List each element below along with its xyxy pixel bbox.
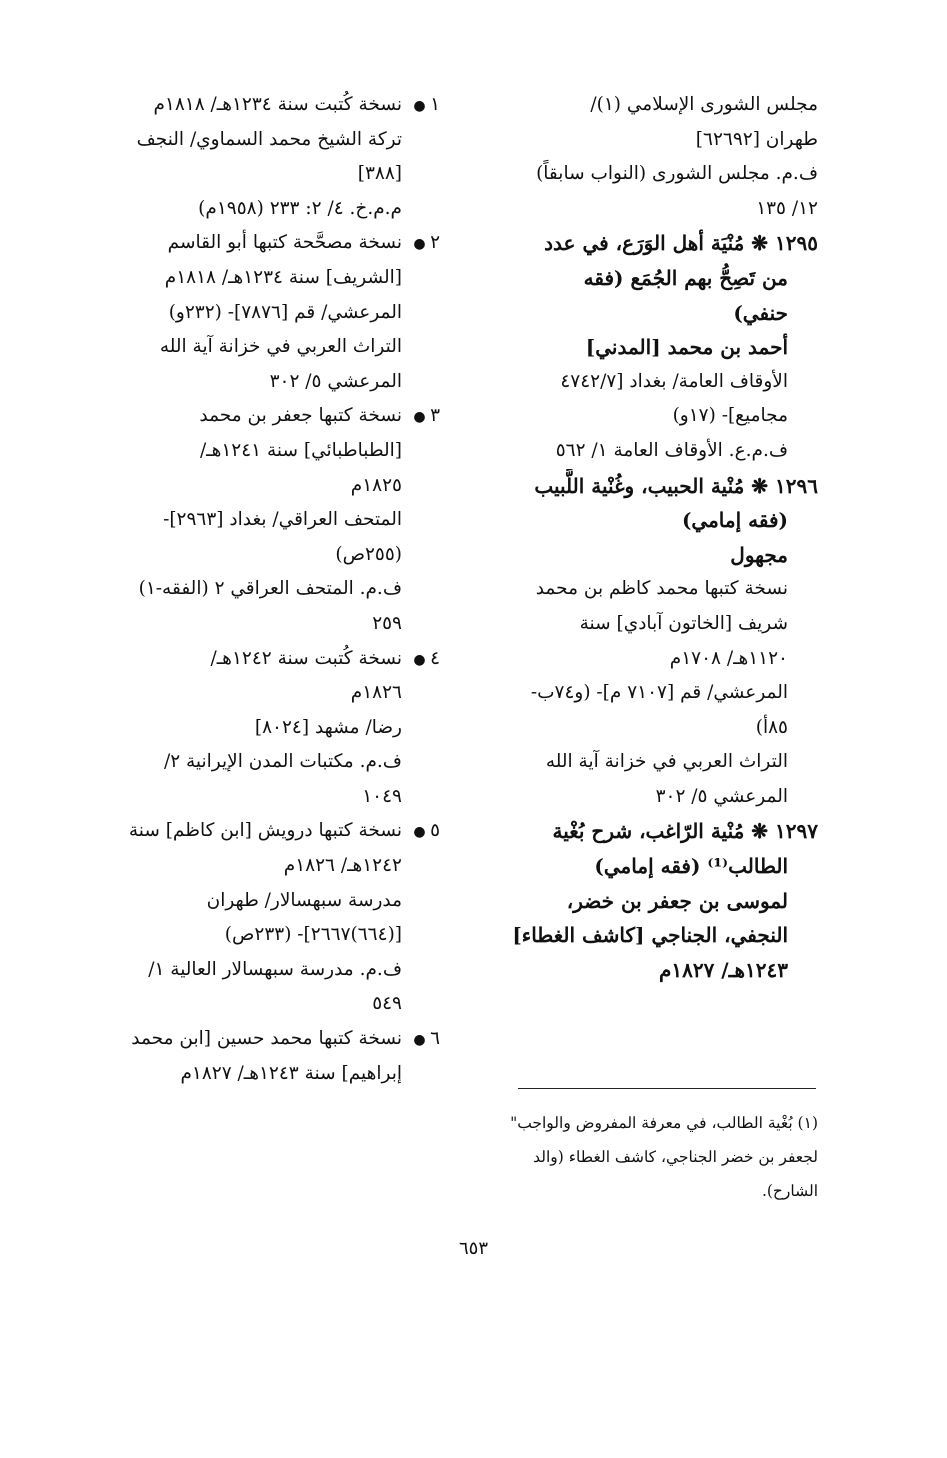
left-column [100, 88, 440, 1091]
bullet-icon: ● [413, 98, 431, 114]
right-column [485, 88, 818, 987]
item-text-line: ٥٤٩ [372, 993, 402, 1015]
bullet-icon: ● [413, 824, 431, 841]
entry-heading-line: ١٢٤٣هـ/ ١٨٢٧م [658, 957, 788, 982]
item-text-line: مدرسة سبهسالار/ طهران [206, 889, 402, 911]
item-text-line: ف.م. مدرسة سبهسالار العالية ١/ [148, 958, 402, 980]
item-number-label: ١ [430, 94, 440, 115]
entry-text-line: ف.م. مجلس الشورى (النواب سابقاً) [536, 163, 818, 185]
item-text-line: ١٨٢٦م [350, 682, 402, 704]
manuscript-copy-item [100, 642, 440, 815]
item-text-line: ١٨٢٥م [350, 474, 402, 496]
item-number-label: ٣ [430, 405, 440, 427]
entry-heading-line: ١٢٩٥ ❋ مُنْيَة أهل الوَرَع، في عدد [544, 231, 818, 256]
item-text-line: نسخة كتبها محمد حسين [ابن محمد [131, 1028, 402, 1050]
item-text-line: [الطباطبائي] سنة ١٢٤١هـ/ [199, 439, 402, 461]
entry-text-line: المرعشي/ قم [٧١٠٧ م]- (و٧٤ب- [530, 682, 788, 704]
item-text-line: رضا/ مشهد [٨٠٢٤] [254, 716, 402, 738]
entry-heading-line: النجفي، الجناجي [كاشف الغطاء] [512, 923, 788, 948]
item-text-line: المرعشي ٥/ ٣٠٢ [269, 370, 402, 392]
entry-text-line: المرعشي ٥/ ٣٠٢ [655, 785, 788, 807]
item-text-line: نسخة مصحَّحة كتبها أبو القاسم [167, 232, 402, 254]
footnote-line: لجعفر بن خضر الجناجي، كاشف الغطاء (والد [533, 1148, 818, 1166]
entry-heading-line: ١٢٩٧ ❋ مُنْية الرّاغب، شرح بُغْية [552, 819, 818, 844]
item-text-line: ١٠٤٩ [362, 785, 402, 807]
entry-text-line: ١٢/ ١٣٥ [756, 197, 818, 219]
manuscript-copy-item [100, 1022, 440, 1091]
manuscript-copy-item [100, 226, 440, 399]
item-text-line: [(٦٦٤)٢٦٦٧]- (٢٣٣ص) [224, 924, 402, 946]
item-text-line: ف.م. المتحف العراقي ٢ (الفقه-١) [138, 578, 402, 600]
item-text-line: [٣٨٨] [357, 163, 402, 185]
item-text-line: إبراهيم] سنة ١٢٤٣هـ/ ١٨٢٧م [180, 1062, 402, 1084]
entry-heading-line: لموسى بن جعفر بن خضر، [566, 888, 788, 913]
item-number [409, 1022, 440, 1057]
footnote-line: (١) بُغْية الطالب، في معرفة المفروض والواجب" [510, 1114, 818, 1132]
item-number-label: ٢ [430, 232, 440, 254]
item-number [409, 642, 440, 677]
item-text-line: نسخة كتبها جعفر بن محمد [199, 405, 402, 427]
entry-heading-line: (فقه إمامي) [681, 508, 788, 533]
entry-text-line: التراث العربي في خزانة آية الله [545, 751, 788, 773]
entry-text-line: الأوقاف العامة/ بغداد [٤٧٤٢/٧ [560, 370, 788, 392]
item-number-label: ٤ [430, 647, 440, 669]
item-number [409, 226, 440, 261]
footnote [480, 1106, 818, 1208]
entry-heading-line: من تَصِحُّ بهم الجُمَع (فقه [583, 265, 788, 290]
entry-heading-line: الطالب⁽¹⁾ (فقه إمامي) [594, 854, 788, 879]
entry-text-line: شريف [الخاتون آبادي] سنة [579, 612, 788, 634]
item-text-line: [الشريف] سنة ١٢٣٤هـ/ ١٨١٨م [164, 266, 402, 288]
manuscript-copy-item [100, 814, 440, 1022]
entry-text-line: ١١٢٠هـ/ ١٧٠٨م [669, 647, 788, 669]
entry-heading-line: حنفي) [733, 300, 788, 325]
bullet-icon: ● [413, 651, 431, 668]
item-number [409, 399, 440, 434]
entry-text-line: ف.م.ع. الأوقاف العامة ١/ ٥٦٢ [555, 439, 788, 461]
item-text-line: ١٢٤٢هـ/ ١٨٢٦م [283, 855, 402, 877]
item-text-line: نسخة كُتبت سنة ١٢٤٢هـ/ [210, 647, 402, 669]
item-text-line: ف.م. مكتبات المدن الإيرانية ٢/ [163, 751, 402, 773]
page-number: ٦٥٣ [458, 1238, 488, 1259]
item-text-line: المتحف العراقي/ بغداد [٢٩٦٣]- [163, 509, 402, 531]
footnote-line: الشارح). [761, 1182, 818, 1200]
entry-heading-line: أحمد بن محمد [المدني] [585, 335, 788, 360]
entry-text-line: ٨٥أ) [755, 716, 788, 738]
item-number-label: ٦ [430, 1028, 440, 1050]
item-text-line: ٢٥٩ [372, 612, 402, 634]
bullet-icon: ● [413, 1032, 431, 1049]
entry-text-line: مجاميع]- (١٧و) [672, 405, 788, 427]
item-text-line: نسخة كُتبت سنة ١٢٣٤هـ/ ١٨١٨م [153, 94, 402, 115]
entry-heading-line: مجهول [730, 542, 788, 567]
item-number [409, 88, 440, 123]
item-number-label: ٥ [430, 820, 440, 842]
manuscript-copy-item [100, 88, 440, 226]
item-text-line: م.م.خ. ٤/ ٢: ٢٣٣ (١٩٥٨م) [198, 197, 402, 219]
footnote-separator [518, 1088, 816, 1089]
item-number [409, 814, 440, 849]
item-text-line: نسخة كتبها درويش [ابن كاظم] سنة [128, 820, 402, 842]
entry-text-line: نسخة كتبها محمد كاظم بن محمد [535, 578, 788, 600]
bullet-icon: ● [413, 236, 431, 253]
item-text-line: التراث العربي في خزانة آية الله [159, 336, 402, 358]
entry-text-line: طهران [٦٢٦٩٢] [695, 128, 818, 150]
entry-heading-line: ١٢٩٦ ❋ مُنْية الحبيب، وغُنْية اللَّبيب [534, 473, 818, 498]
item-text-line: المرعشي/ قم [٧٨٧٦]- (٢٣٢و) [168, 301, 402, 323]
manuscript-copy-item [100, 399, 440, 641]
bullet-icon: ● [413, 409, 431, 426]
item-text-line: (٢٥٥ص) [335, 543, 402, 565]
item-text-line: تركة الشيخ محمد السماوي/ النجف [136, 128, 402, 150]
entry-text-line: مجلس الشورى الإسلامي (١)/ [590, 94, 818, 115]
